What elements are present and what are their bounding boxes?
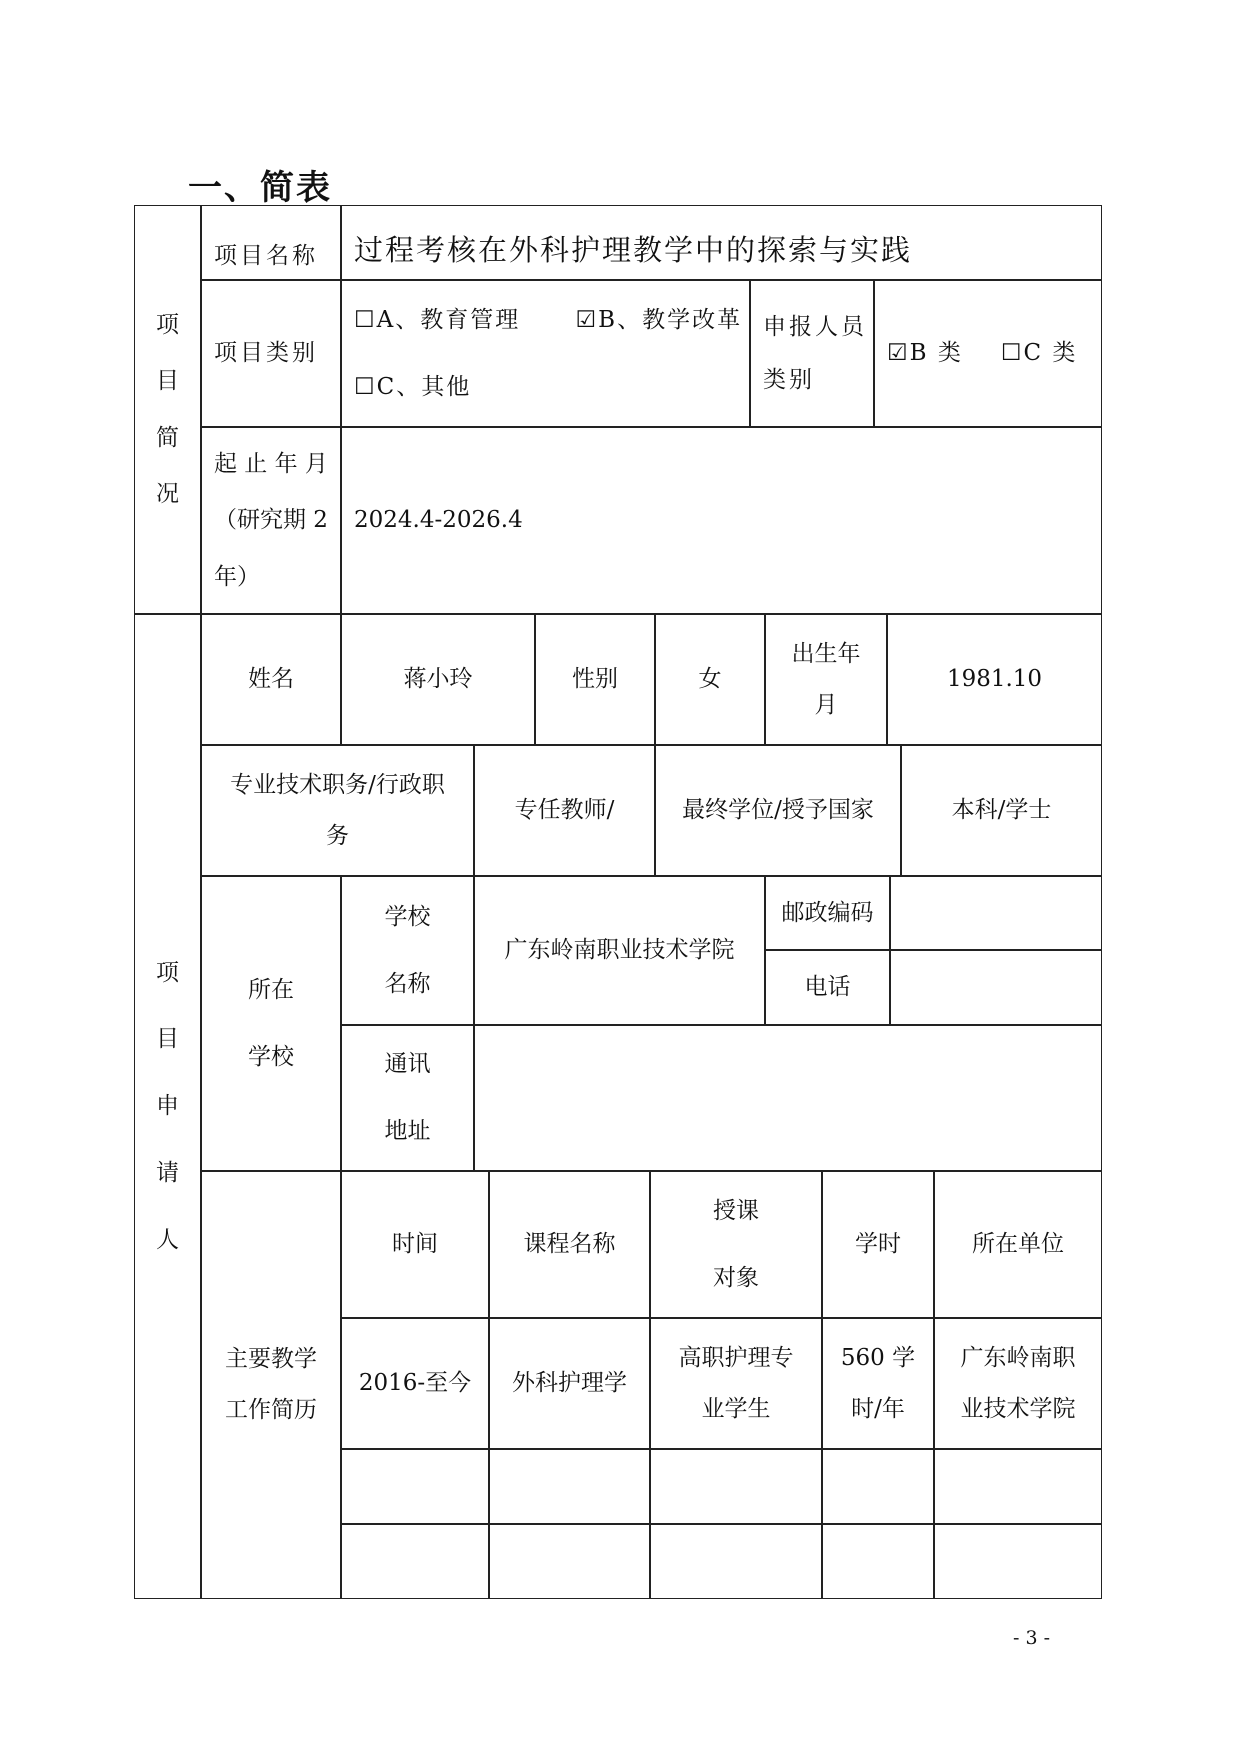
title-label-line: 专业技术职务/行政职: [230, 771, 445, 798]
postcode-label: 邮政编码: [765, 876, 890, 950]
audience-line: 业学生: [701, 1395, 771, 1422]
address-label: [341, 1025, 474, 1171]
applicant-birth-value: 1981.10: [887, 614, 1102, 745]
project-category-label: 项目类别: [201, 280, 341, 427]
teaching-label-line: 工作简历: [225, 1397, 317, 1423]
teaching-header-audience: [650, 1171, 822, 1318]
group-char: 况: [156, 480, 179, 507]
period-label-line: （研究期 2: [214, 507, 328, 534]
period-value: 2024.4-2026.4: [341, 427, 1102, 614]
teaching-header-course: 课程名称: [489, 1171, 650, 1318]
teaching-row-1-course: 外科护理学: [489, 1318, 650, 1449]
section-title: 一、简表: [188, 168, 332, 208]
teaching-header-time: 时间: [341, 1171, 489, 1318]
applicant-birth-label: [765, 614, 887, 745]
school-name-label-line: 名称: [384, 970, 431, 997]
teaching-row-1-audience: [650, 1318, 822, 1449]
teaching-row-3-hours: [822, 1524, 934, 1599]
unit-line: 业技术学院: [960, 1395, 1076, 1422]
group-char: 目: [156, 368, 179, 395]
audience-header-line: 授课: [713, 1197, 759, 1224]
applicant-type-option-c[interactable]: ☐C 类: [1000, 340, 1078, 367]
project-info-group-label: [134, 205, 201, 614]
applicant-type-option-b[interactable]: ☑B 类: [887, 340, 963, 367]
teaching-row-3-unit: [934, 1524, 1102, 1599]
project-name-value: 过程考核在外科护理教学中的探索与实践: [341, 205, 1102, 280]
project-category-options: [341, 280, 750, 427]
school-label-line: 所在: [248, 976, 294, 1003]
applicant-type-label: [750, 280, 874, 427]
applicant-title-label: [201, 745, 474, 876]
teaching-row-2-hours: [822, 1449, 934, 1524]
applicant-name-label: 姓名: [201, 614, 341, 745]
hours-line: 560 学: [840, 1344, 916, 1371]
school-name-label: [341, 876, 474, 1025]
address-label-line: 通讯: [384, 1051, 431, 1078]
birth-label-line: 出生年: [791, 640, 861, 667]
teaching-row-2-unit: [934, 1449, 1102, 1524]
school-label-line: 学校: [248, 1043, 294, 1070]
teaching-row-1-time: 2016-至今: [341, 1318, 489, 1449]
teaching-row-2-audience: [650, 1449, 822, 1524]
project-name-label: 项目名称: [201, 205, 341, 280]
teaching-row-3-time: [341, 1524, 489, 1599]
unit-line: 广东岭南职: [960, 1344, 1076, 1371]
group-char: 人: [156, 1226, 179, 1253]
group-char: 目: [156, 1026, 179, 1053]
applicant-gender-value: 女: [655, 614, 765, 745]
school-name-value: 广东岭南职业技术学院: [474, 876, 765, 1025]
teaching-row-3-course: [489, 1524, 650, 1599]
applicant-name-value: 蒋小玲: [341, 614, 535, 745]
birth-label-line: 月: [814, 691, 838, 718]
applicant-type-label-line: 类别: [763, 366, 815, 393]
address-label-line: 地址: [384, 1118, 431, 1144]
applicant-type-options: [874, 280, 1102, 427]
applicant-title-value: 专任教师/: [474, 745, 655, 876]
title-label-line: 务: [326, 822, 349, 849]
phone-label: 电话: [765, 950, 890, 1025]
page-number: - 3 -: [1012, 1627, 1050, 1649]
teaching-row-2-time: [341, 1449, 489, 1524]
group-char: 简: [156, 424, 179, 451]
period-label-line: 年）: [214, 563, 260, 590]
applicant-degree-value: 本科/学士: [901, 745, 1102, 876]
postcode-value: [890, 876, 1102, 950]
address-value: [474, 1025, 1102, 1171]
period-label: [201, 427, 341, 614]
phone-value: [890, 950, 1102, 1025]
summary-table: [134, 205, 1102, 1599]
category-option-a[interactable]: ☐A、教育管理: [354, 306, 521, 333]
teaching-row-1-hours: [822, 1318, 934, 1449]
audience-header-line: 对象: [713, 1264, 759, 1291]
teaching-row-2-course: [489, 1449, 650, 1524]
school-label: [201, 876, 341, 1171]
group-char: 请: [156, 1159, 179, 1186]
applicant-degree-label: 最终学位/授予国家: [655, 745, 901, 876]
group-char: 项: [156, 311, 179, 338]
category-option-c[interactable]: ☐C、其他: [354, 373, 472, 400]
applicant-group-label: [134, 614, 201, 1599]
teaching-row-3-audience: [650, 1524, 822, 1599]
school-name-label-line: 学校: [384, 903, 431, 930]
hours-line: 时/年: [851, 1395, 905, 1422]
group-char: 项: [156, 959, 179, 986]
audience-line: 高职护理专: [678, 1344, 794, 1371]
teaching-row-1-unit: [934, 1318, 1102, 1449]
category-option-b[interactable]: ☑B、教学改革: [575, 306, 743, 333]
teaching-header-unit: 所在单位: [934, 1171, 1102, 1318]
applicant-gender-label: 性别: [535, 614, 655, 745]
teaching-label: [201, 1171, 341, 1599]
teaching-header-hours: 学时: [822, 1171, 934, 1318]
teaching-label-line: 主要教学: [225, 1346, 317, 1373]
period-label-line: 起 止 年 月: [214, 450, 328, 477]
group-char: 申: [156, 1093, 179, 1120]
applicant-type-label-line: 申报人员: [763, 313, 867, 340]
